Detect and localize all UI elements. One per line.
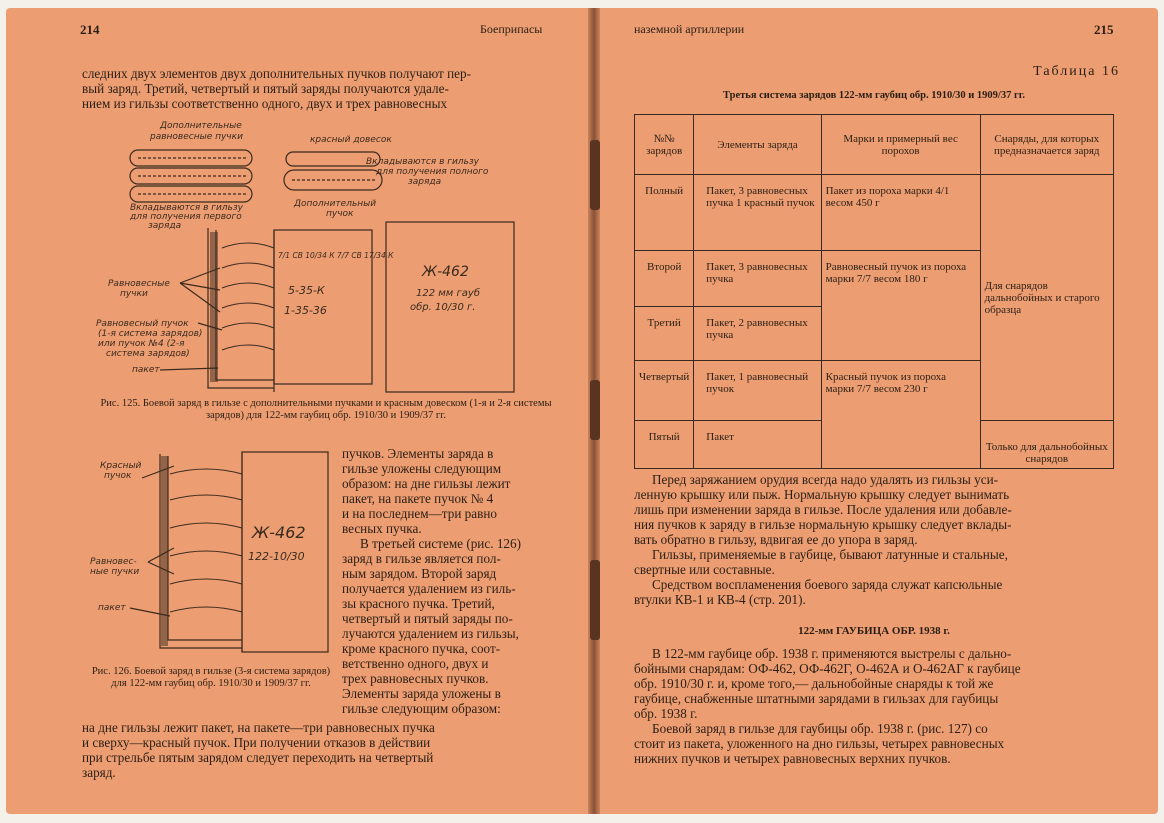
table-header-cell: №№ зарядов: [635, 115, 694, 175]
figure-126-caption: Рис. 126. Боевой заряд в гильзе (3-я система зарядов) для 122-мм гаубиц обр. 1910/30 и 1909/37 гг.: [91, 666, 331, 689]
text-line: получается удалением из гиль-: [342, 581, 516, 596]
figure-126: [84, 444, 334, 662]
charge-cell: Пятый: [635, 421, 694, 469]
text-line: следних двух элементов двух дополнительных пучков получают пер-: [82, 66, 471, 81]
binding-stitch: [590, 560, 600, 640]
table-label: Таблица 16: [1033, 64, 1120, 79]
text-line: В 122-мм гаубице обр. 1938 г. применяются выстрелы с дально-: [652, 646, 1012, 661]
right-page-number: 215: [1094, 22, 1114, 37]
fig-label: для получения полного: [376, 167, 489, 177]
text-line: и сверху—красный пучок. При получении отказов в действии: [82, 735, 431, 750]
fig-label: пучок: [326, 209, 354, 219]
fig-label: 122-10/30: [248, 550, 305, 563]
fig-label: Равновесный пучок: [96, 319, 189, 329]
shells-cell: Только для дальнобойных снарядов: [980, 421, 1113, 469]
text-line: трех равновесных пучков.: [342, 671, 489, 686]
text-line: четвертый и пятый заряды по-: [342, 611, 513, 626]
binding-stitch: [590, 140, 600, 210]
elements-cell: Пакет, 2 равновесных пучка: [694, 307, 821, 361]
fig-label: (1-я система зарядов): [98, 329, 203, 339]
text-line: гильзе следующим образом:: [342, 701, 501, 716]
text-line: пакет, на пакете пучок № 4: [342, 491, 494, 506]
text-line: Гильзы, применяемые в гаубице, бывают латунные и стальные,: [652, 547, 1008, 562]
text-line: стоит из пакета, уложенного на дно гильзы, четырех равновесных: [634, 736, 1005, 751]
fig-label: красный довесок: [310, 135, 392, 145]
left-bottom-text: [82, 720, 568, 780]
table-header-cell: Марки и примерный вес порохов: [821, 115, 980, 175]
text-line: лучаются удалением из гильзы,: [342, 626, 519, 641]
text-line: Элементы заряда уложены в: [342, 686, 501, 701]
table-header-cell: Элементы заряда: [694, 115, 821, 175]
right-text-block: [634, 472, 1114, 607]
fig-label: обр. 10/30 г.: [410, 302, 476, 313]
text-line: бойными снарядам: ОФ-462, ОФ-462Г, О-462А и О-462АГ к гаубице: [634, 661, 1021, 676]
text-line: вать обратно в гильзу, вдвигая ее до упора в заряд.: [634, 532, 918, 547]
text-line: гильзе уложены следующим: [342, 461, 502, 476]
fig-label: Равновесные: [108, 279, 170, 289]
text-line: втулки КВ-1 и КВ-4 (стр. 201).: [634, 592, 806, 607]
fig-label: 5-35-К: [288, 284, 325, 297]
text-line: ленную крышку или пыж. Нормальную крышку следует вынимать: [634, 487, 1010, 502]
text-line: нижних пучков и четырех равновесных верхних пучков.: [634, 751, 951, 766]
left-side-text: [342, 446, 568, 716]
binding-stitch: [590, 380, 600, 440]
elements-cell: Пакет, 3 равновесных пучка 1 красный пучок: [694, 175, 821, 251]
fig-label: Вкладываются в гильзу: [130, 203, 243, 213]
text-line: и на последнем—три равно: [342, 506, 498, 521]
table-16: [634, 114, 1114, 469]
text-line: лишь при изменении заряда в гильзе. После удаления или добавле-: [634, 502, 1012, 517]
fig-label: система зарядов): [106, 349, 190, 359]
figure-125-caption: Рис. 125. Боевой заряд в гильзе с дополнительными пучками и красным довеском (1-я и 2-я системы зарядов) для 122-мм гаубиц обр. 1910/30 и 1909/37 гг.: [100, 398, 552, 421]
right-text-block-2: [634, 646, 1114, 766]
table-title: Третья система зарядов 122-мм гаубиц обр. 1910/30 и 1909/37 гг.: [723, 90, 1025, 101]
table-header-cell: Снаряды, для которых предназначается заряд: [980, 115, 1113, 175]
fig-label: 7/1 СВ 10/34 К 7/7 СВ 17/34 К: [278, 251, 394, 260]
fig-label: пучок: [104, 471, 132, 481]
fig-label: Дополнительные: [160, 121, 242, 131]
elements-cell: Пакет, 3 равновесных пучка: [694, 251, 821, 307]
text-line: заряд.: [82, 765, 116, 780]
text-line: Боевой заряд в гильзе для гаубицы обр. 1938 г. (рис. 127) со: [652, 721, 988, 736]
fig-label: Ж-462: [252, 523, 306, 542]
table-row: [635, 175, 1114, 251]
fig-label: для получения первого: [130, 212, 242, 222]
fig-label: заряда: [148, 221, 182, 231]
elements-cell: Пакет, 1 равновесный пучок: [694, 361, 821, 421]
shells-cell: Для снарядов дальнобойных и старого образца: [980, 175, 1113, 421]
fig-label: Ж-462: [422, 264, 469, 280]
text-line: обр. 1910/30 г. и, кроме того,— дальнобойные снаряды к той же: [634, 676, 994, 691]
text-line: ветственно одного, двух и: [342, 656, 489, 671]
fig-label: или пучок №4 (2-я: [98, 339, 185, 349]
charge-cell: Второй: [635, 251, 694, 307]
fig-label: ные пучки: [90, 567, 140, 577]
left-top-text: [82, 66, 568, 111]
powder-cell: Равновесный пучок из пороха марки 7/7 весом 180 г: [821, 251, 980, 361]
charge-cell: Четвертый: [635, 361, 694, 421]
text-line: гаубице, снабженные штатными зарядами в гильзах для гаубицы: [634, 691, 999, 706]
fig-label: Дополнительный: [294, 199, 377, 209]
elements-cell: Пакет: [694, 421, 821, 469]
fig-label: пакет: [98, 603, 126, 613]
fig-label: заряда: [408, 177, 442, 187]
powder-cell: Красный пучок из пороха марки 7/7 весом 230 г: [821, 361, 980, 469]
text-line: при стрельбе пятым зарядом следует переходить на четвертый: [82, 750, 434, 765]
text-line: Перед заряжанием орудия всегда надо удалять из гильзы уси-: [652, 472, 999, 487]
figure-126-drawing: [84, 444, 334, 662]
text-line: пучков. Элементы заряда в: [342, 446, 494, 461]
text-line: свертные или составные.: [634, 562, 775, 577]
fig-label: Вкладываются в гильзу: [366, 157, 479, 167]
text-line: кроме красного пучка, соот-: [342, 641, 501, 656]
figure-125-drawing: [88, 118, 558, 396]
right-page-header-title: наземной артиллерии: [634, 22, 745, 36]
table-header-row: [635, 115, 1114, 175]
fig-label: равновесные пучки: [150, 132, 243, 142]
charge-cell: Третий: [635, 307, 694, 361]
text-line: заряд в гильзе является пол-: [342, 551, 501, 566]
charge-cell: Полный: [635, 175, 694, 251]
fig-label: 122 мм гауб: [416, 288, 480, 299]
section-heading: 122-мм ГАУБИЦА ОБР. 1938 г.: [798, 625, 950, 637]
left-page-number: 214: [80, 22, 100, 37]
text-line: ным зарядом. Второй заряд: [342, 566, 497, 581]
text-line: обр. 1938 г.: [634, 706, 698, 721]
text-line: образом: на дне гильзы лежит: [342, 476, 511, 491]
text-line: ния пучков к заряду в гильзе нормальную крышку следует вклады-: [634, 517, 1012, 532]
text-line: Средством воспламенения боевого заряда служат капсюльные: [652, 577, 1003, 592]
fig-label: Равновес-: [90, 557, 137, 567]
text-line: вый заряд. Третий, четвертый и пятый заряды получаются удале-: [82, 81, 449, 96]
fig-label: пакет: [132, 365, 160, 375]
figure-125: [88, 118, 558, 396]
text-line: весных пучка.: [342, 521, 422, 536]
text-line: В третьей системе (рис. 126): [360, 536, 521, 551]
text-line: на дне гильзы лежит пакет, на пакете—три равновесных пучка: [82, 720, 435, 735]
fig-label: пучки: [120, 289, 148, 299]
left-page-header-title: Боеприпасы: [480, 22, 543, 36]
text-line: нием из гильзы соответственно одного, двух и трех равновесных: [82, 96, 448, 111]
text-line: зы красного пучка. Третий,: [342, 596, 495, 611]
powder-cell: Пакет из пороха марки 4/1 весом 450 г: [821, 175, 980, 251]
fig-label: Красный: [100, 461, 142, 471]
fig-label: 1-35-36: [284, 304, 327, 317]
